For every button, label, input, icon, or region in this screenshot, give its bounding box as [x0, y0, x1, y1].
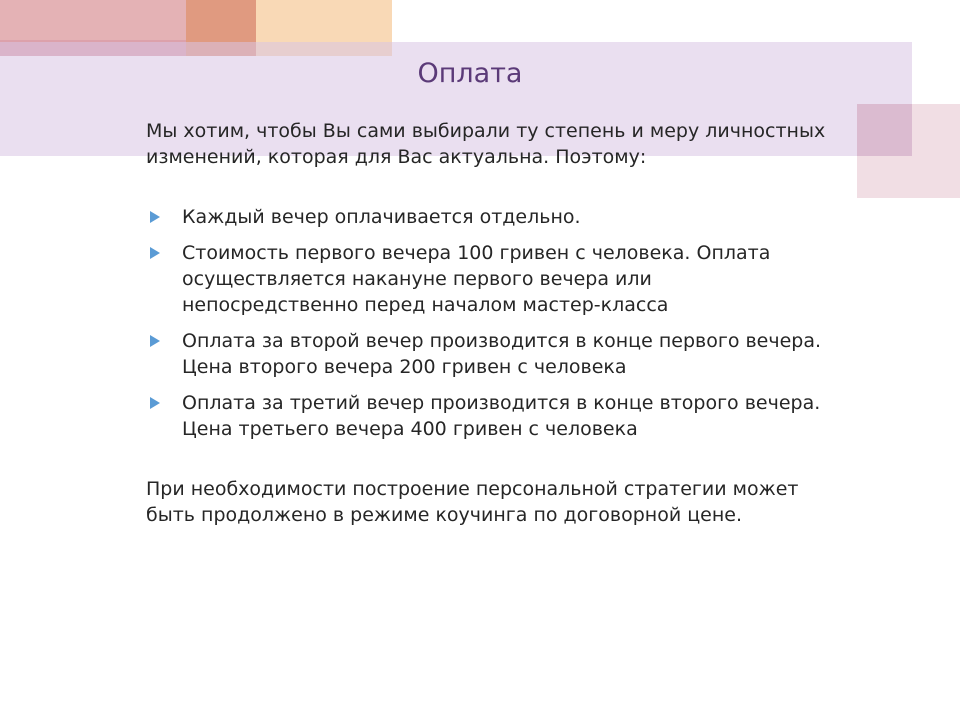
- triangle-right-icon: [150, 211, 160, 223]
- slide-body: [146, 118, 826, 528]
- list-item-text: Оплата за третий вечер производится в конце второго вечера. Цена третьего вечера 400 гривен с человека: [182, 392, 821, 440]
- list-item-text: Стоимость первого вечера 100 гривен с человека. Оплата осуществляется накануне первого вечера или непосредственно перед началом мастер-класса: [182, 242, 771, 316]
- list-item: [146, 204, 826, 230]
- list-item: [146, 390, 826, 442]
- list-item: [146, 328, 826, 380]
- intro-paragraph: Мы хотим, чтобы Вы сами выбирали ту степень и меру личностных изменений, которая для Вас актуальна. Поэтому:: [146, 120, 826, 168]
- list-item-text: Оплата за второй вечер производится в конце первого вечера. Цена второго вечера 200 гривен с человека: [182, 330, 822, 378]
- triangle-right-icon: [150, 397, 160, 409]
- bullet-list: [146, 204, 826, 442]
- slide-title: Оплата: [417, 58, 523, 89]
- decor-block-right-dark: [857, 104, 912, 156]
- list-item-text: Каждый вечер оплачивается отдельно.: [182, 206, 581, 228]
- closing-paragraph: При необходимости построение персональной стратегии может быть продолжено в режиме коучинга по договорной цене.: [146, 478, 799, 526]
- list-item: [146, 240, 826, 318]
- triangle-right-icon: [150, 247, 160, 259]
- triangle-right-icon: [150, 335, 160, 347]
